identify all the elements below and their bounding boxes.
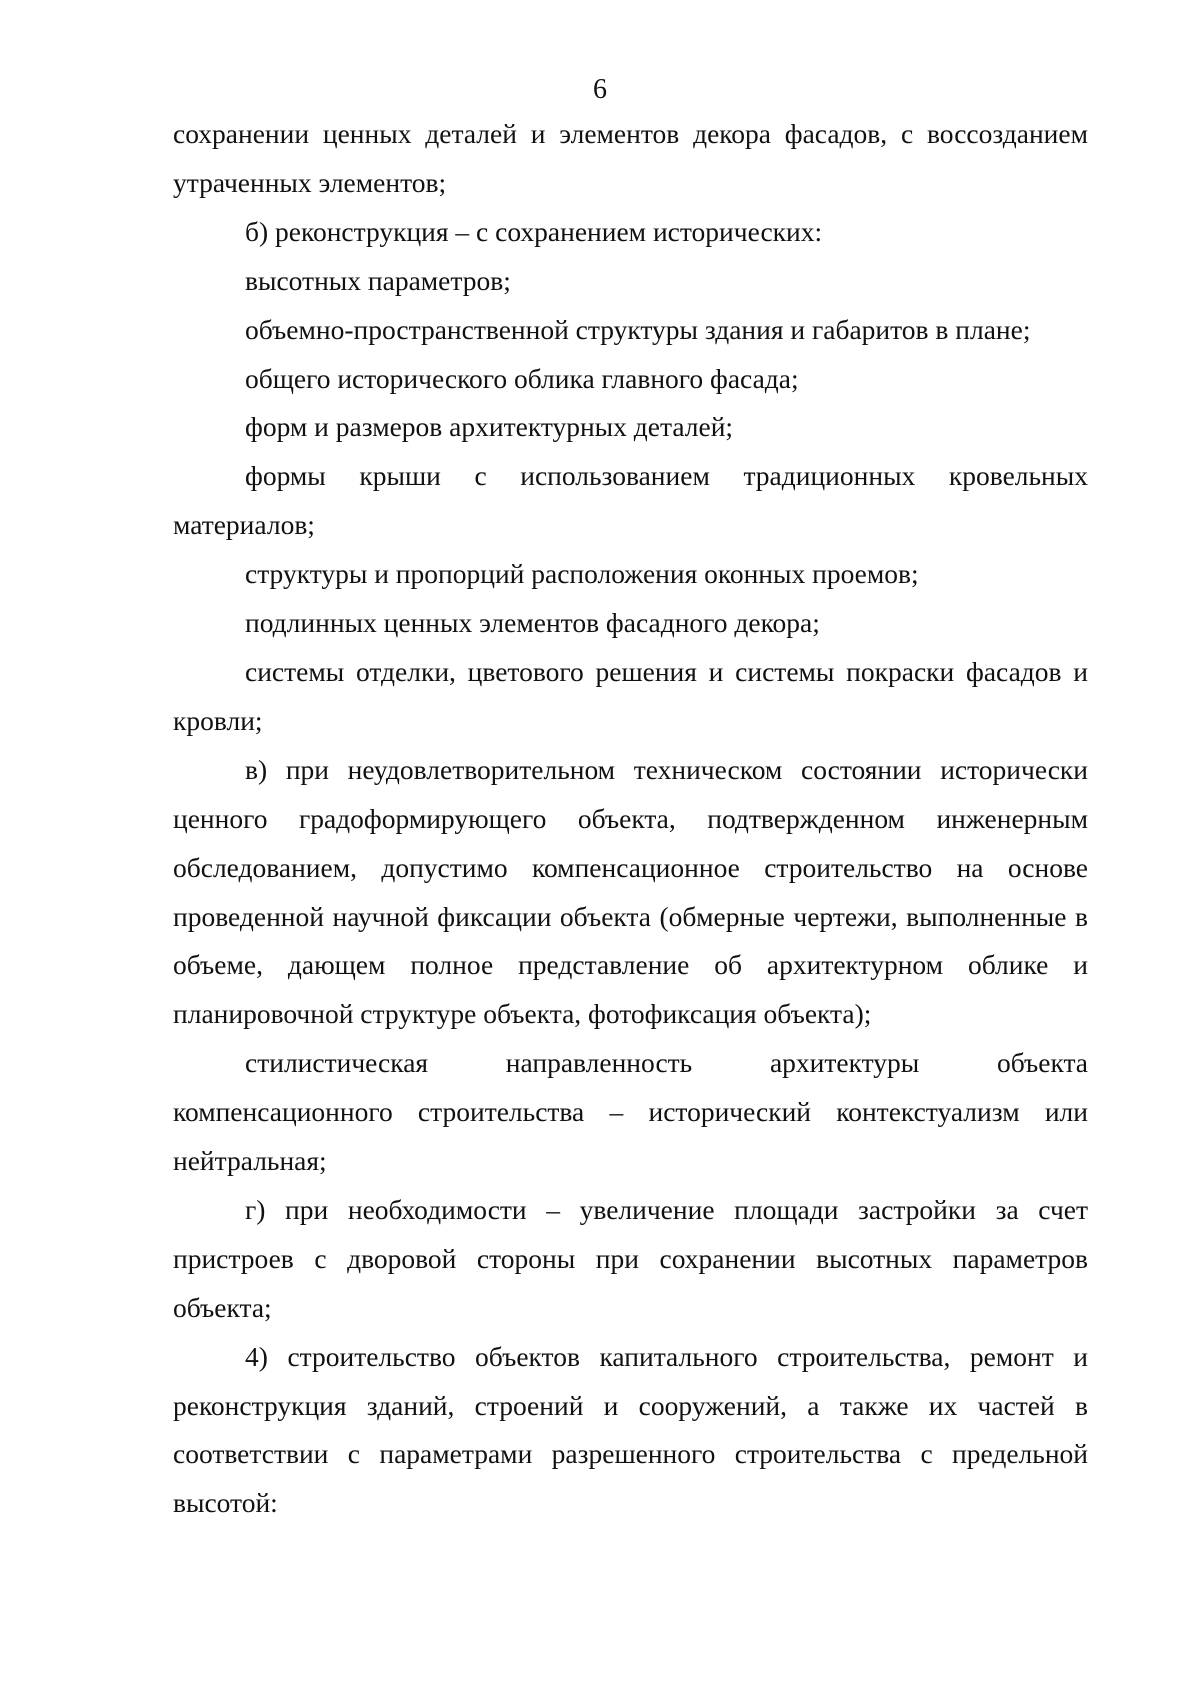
- paragraph-item-4: 4) строительство объектов капитального строительства, ремонт и реконструкция зданий, строений и сооружений, а также их частей в соответствии с параметрами разрешенного строительства с предельной высотой:: [173, 1340, 1088, 1519]
- paragraph-window-openings: структуры и пропорций расположения оконных проемов;: [245, 558, 919, 590]
- paragraph-height-parameters: высотных параметров;: [245, 264, 511, 296]
- paragraph-stylistic-direction: стилистическая направленность архитектуры объекта компенсационного строительства – исторический контекстуализм или нейтральная;: [173, 1047, 1088, 1177]
- paragraph-architectural-details: форм и размеров архитектурных деталей;: [245, 411, 734, 443]
- paragraph-facade-decor: подлинных ценных элементов фасадного декора;: [245, 607, 820, 639]
- paragraph-item-v: в) при неудовлетворительном техническом состоянии исторически ценного градоформирующего объекта, подтвержденном инженерным обследованием, допустимо компенсационное строительство на основе проведенной научной фиксации объекта (обмерные чертежи, выполненные в объеме, дающем полное представление об архитектурном облике и планировочной структуре объекта, фотофиксация объекта);: [173, 753, 1088, 1030]
- document-body: [173, 110, 1088, 1528]
- paragraph-roof-form: формы крыши с использованием традиционных кровельных материалов;: [173, 460, 1088, 541]
- paragraph-facade-appearance: общего исторического облика главного фасада;: [245, 362, 799, 394]
- paragraph-continuation: сохранении ценных деталей и элементов декора фасадов, с воссозданием утраченных элементов;: [173, 118, 1088, 198]
- paragraph-finishing-systems: системы отделки, цветового решения и системы покраски фасадов и кровли;: [173, 655, 1088, 736]
- paragraph-item-b: б) реконструкция – с сохранением исторических:: [245, 215, 823, 247]
- page-number: 6: [593, 74, 607, 105]
- paragraph-item-g: г) при необходимости – увеличение площади застройки за счет пристроев с дворовой стороны при сохранении высотных параметров объекта;: [173, 1193, 1088, 1323]
- paragraph-spatial-structure: объемно-пространственной структуры здания и габаритов в плане;: [245, 313, 1031, 345]
